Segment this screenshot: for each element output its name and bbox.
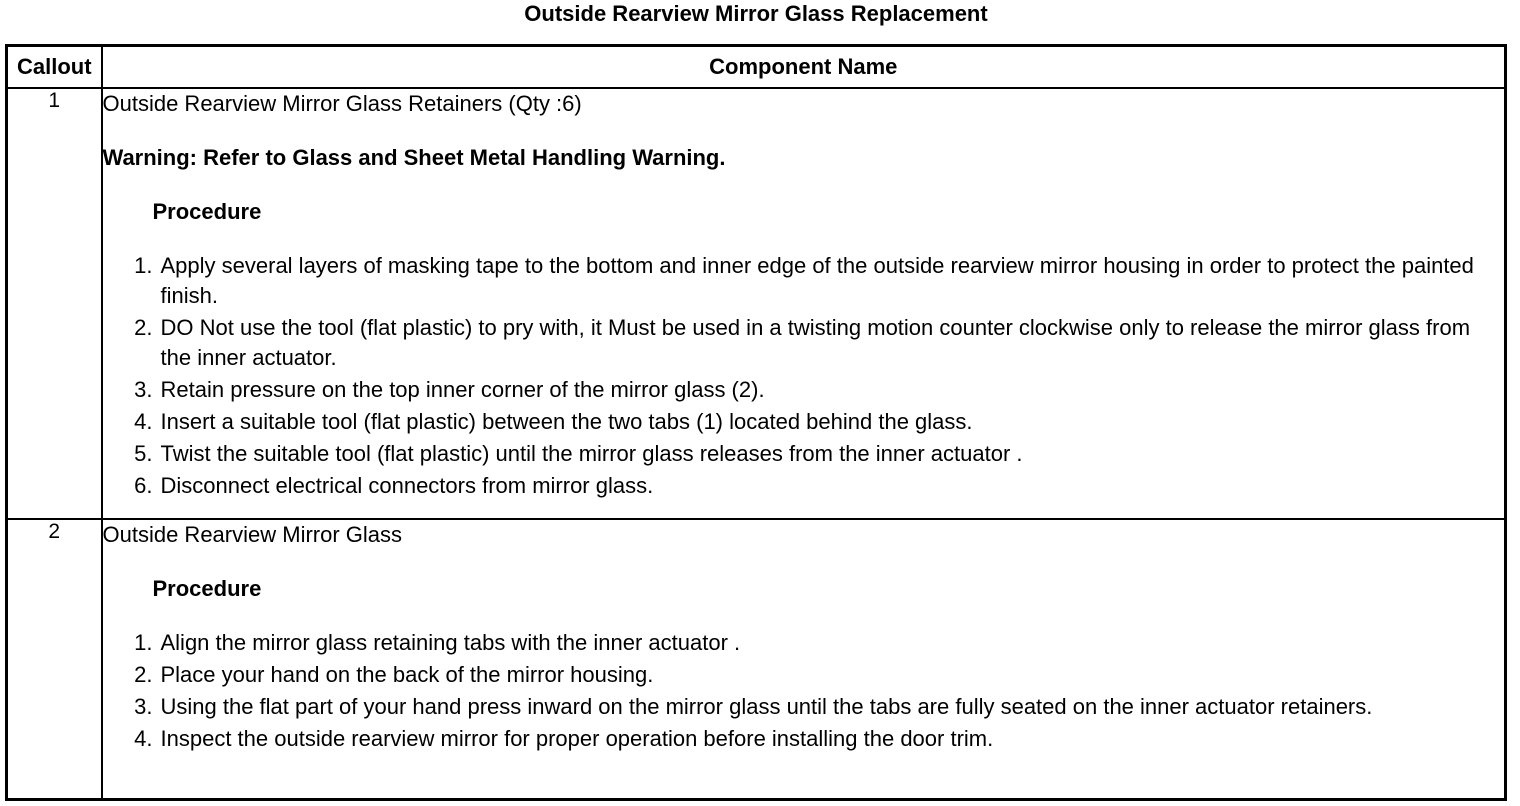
step-number: 1. bbox=[134, 253, 153, 278]
step-text: Inspect the outside rearview mirror for proper operation before installing the door trim. bbox=[160, 726, 994, 751]
header-row bbox=[7, 46, 1506, 89]
procedure-heading: Procedure bbox=[152, 199, 262, 224]
procedure-steps bbox=[103, 251, 1505, 501]
step-number: 2. bbox=[134, 662, 153, 687]
procedure-steps bbox=[103, 628, 1505, 754]
list-item bbox=[103, 251, 1505, 311]
callout-header: Callout bbox=[7, 46, 102, 89]
step-number: 4. bbox=[134, 726, 153, 751]
step-number: 2. bbox=[134, 315, 153, 340]
list-item bbox=[103, 439, 1505, 469]
step-text: Place your hand on the back of the mirror housing. bbox=[160, 662, 654, 687]
callout-number: 2 bbox=[7, 519, 102, 799]
list-item bbox=[103, 628, 1505, 658]
warning-text: Warning: Refer to Glass and Sheet Metal Handling Warning. bbox=[102, 145, 726, 170]
list-item bbox=[103, 471, 1505, 501]
component-cell bbox=[102, 88, 1506, 519]
component-name: Outside Rearview Mirror Glass Retainers (Qty :6) bbox=[102, 91, 582, 116]
list-item bbox=[103, 375, 1505, 405]
procedure-heading: Procedure bbox=[152, 576, 262, 601]
step-text: Apply several layers of masking tape to the bottom and inner edge of the outside rearview mirror housing in order to protect the painted finish. bbox=[160, 253, 1474, 308]
component-name: Outside Rearview Mirror Glass bbox=[102, 522, 403, 547]
step-number: 1. bbox=[134, 630, 153, 655]
step-number: 3. bbox=[134, 377, 153, 402]
list-item bbox=[103, 313, 1505, 373]
list-item bbox=[103, 407, 1505, 437]
step-text: Using the flat part of your hand press inward on the mirror glass until the tabs are fully seated on the inner actuator retainers. bbox=[160, 694, 1373, 719]
table-row bbox=[7, 88, 1506, 519]
step-text: DO Not use the tool (flat plastic) to pry with, it Must be used in a twisting motion counter clockwise only to release the mirror glass from the inner actuator. bbox=[160, 315, 1471, 370]
step-text: Insert a suitable tool (flat plastic) between the two tabs (1) located behind the glass. bbox=[160, 409, 973, 434]
step-text: Align the mirror glass retaining tabs with the inner actuator . bbox=[160, 630, 741, 655]
step-text: Twist the suitable tool (flat plastic) until the mirror glass releases from the inner actuator . bbox=[160, 441, 1023, 466]
step-number: 5. bbox=[134, 441, 153, 466]
list-item bbox=[103, 660, 1505, 690]
callout-number: 1 bbox=[7, 88, 102, 519]
step-number: 4. bbox=[134, 409, 153, 434]
component-cell bbox=[102, 519, 1506, 799]
list-item bbox=[103, 692, 1505, 722]
step-text: Retain pressure on the top inner corner of the mirror glass (2). bbox=[160, 377, 765, 402]
step-text: Disconnect electrical connectors from mirror glass. bbox=[160, 473, 654, 498]
procedure-table bbox=[5, 44, 1507, 801]
component-name-header: Component Name bbox=[102, 46, 1506, 89]
step-number: 6. bbox=[134, 473, 153, 498]
table-row bbox=[7, 519, 1506, 799]
step-number: 3. bbox=[134, 694, 153, 719]
document-title: Outside Rearview Mirror Glass Replacement bbox=[524, 1, 988, 26]
list-item bbox=[103, 724, 1505, 754]
